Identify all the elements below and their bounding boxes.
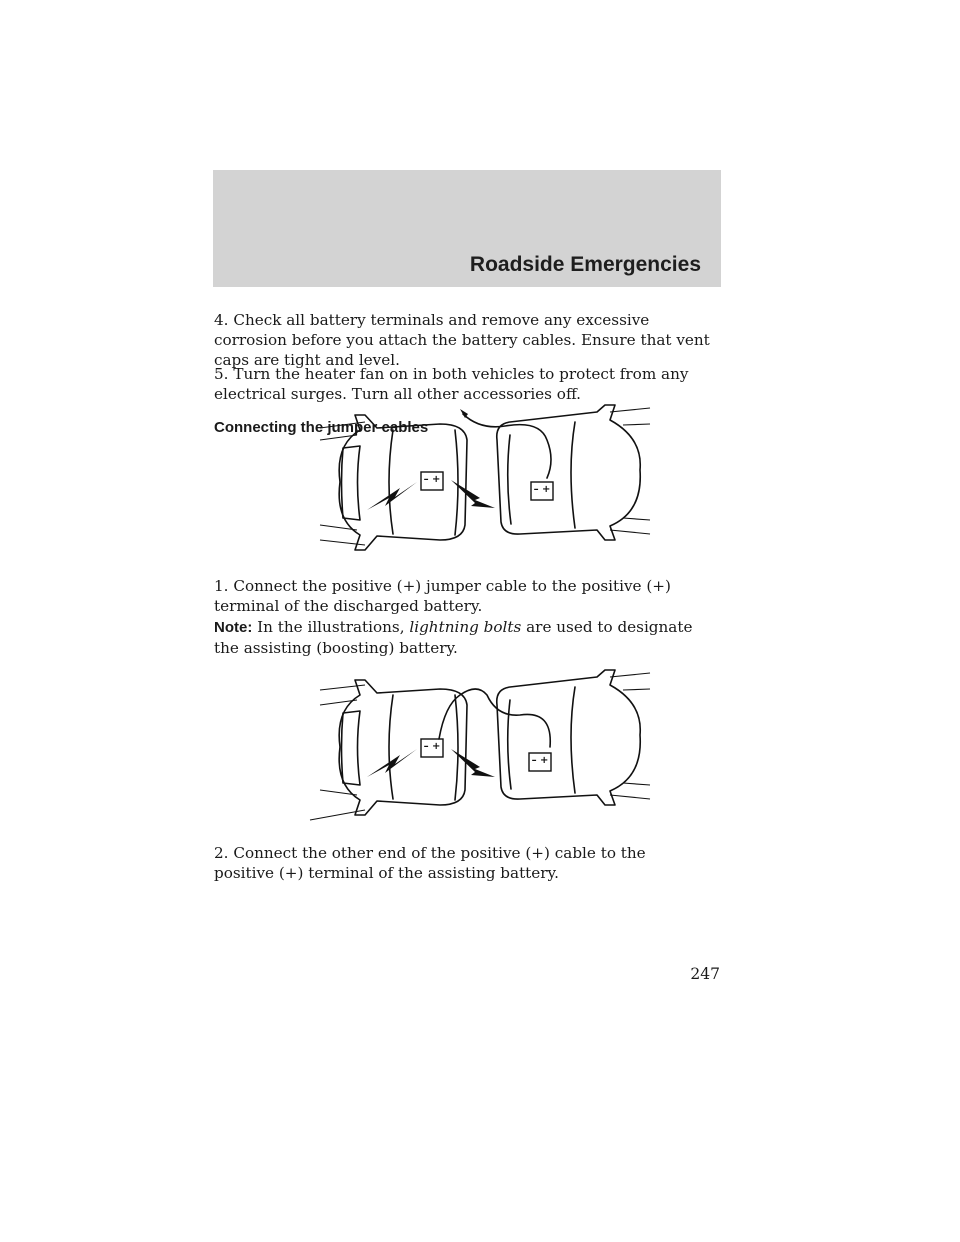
note-paragraph bbox=[214, 617, 694, 658]
battery-terminal-label: – + bbox=[533, 484, 551, 495]
step-2-line: 2. Connect the other end of the positive (+) cable to the positive (+) terminal of the assisting battery. bbox=[214, 844, 646, 882]
note-italic-text: lightning bolts bbox=[409, 618, 522, 636]
figure-jumper-step-2 bbox=[305, 665, 660, 825]
lightning-bolt-icon bbox=[367, 749, 417, 777]
step-5-line: 5. Turn the heater fan on in both vehicles to protect from any electrical surges. Turn all other accessories off. bbox=[214, 365, 689, 403]
note-text-after: are used to designate the assisting (boosting) battery. bbox=[214, 618, 693, 657]
note-label: Note: bbox=[214, 619, 253, 636]
battery-terminal-label: – + bbox=[423, 741, 441, 752]
right-car-illustration bbox=[497, 670, 650, 805]
step-4-text bbox=[214, 310, 722, 370]
left-car-illustration bbox=[320, 415, 467, 550]
page-number: 247 bbox=[690, 965, 720, 983]
battery-terminal-label: – + bbox=[423, 474, 441, 485]
subheading: Connecting the jumper cables bbox=[214, 419, 429, 436]
battery-terminal-label: – + bbox=[531, 755, 549, 766]
step-1-line: 1. Connect the positive (+) jumper cable to the positive (+) terminal of the discharged battery. bbox=[214, 577, 671, 615]
figure-jumper-step-1 bbox=[305, 400, 660, 560]
lightning-bolt-icon bbox=[367, 482, 417, 510]
note-text-before: In the illustrations, bbox=[257, 618, 405, 636]
section-header-band bbox=[213, 170, 721, 287]
left-car-illustration bbox=[310, 680, 467, 820]
step-1-text bbox=[214, 576, 722, 616]
step-4-line: 4. Check all battery terminals and remove any excessive corrosion before you attach the battery cables. Ensure that vent caps are tight and level. bbox=[214, 311, 710, 369]
step-2-text bbox=[214, 843, 722, 883]
step-5-text bbox=[214, 364, 722, 404]
section-title: Roadside Emergencies bbox=[469, 253, 701, 276]
jumper-cable bbox=[439, 689, 550, 747]
